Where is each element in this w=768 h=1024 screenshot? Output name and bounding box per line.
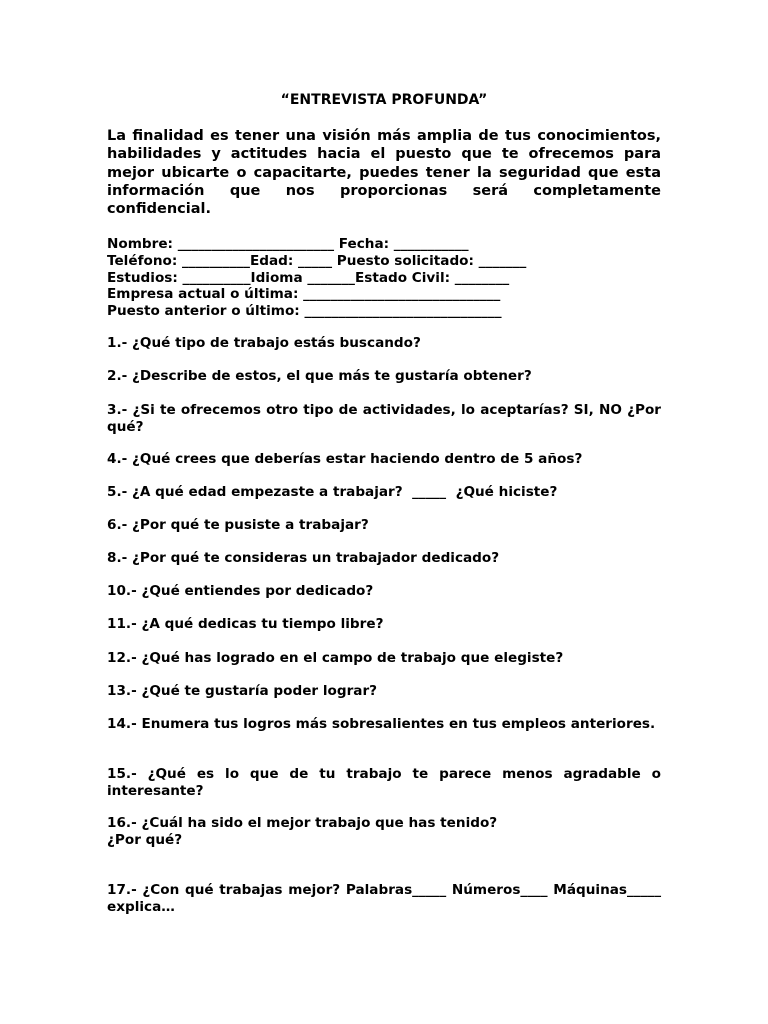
form-line-nombre-fecha: Nombre: _______________________ Fecha: ___________: [107, 236, 469, 252]
document-title: “ENTREVISTA PROFUNDA”: [280, 92, 488, 108]
question-8: 8.- ¿Por qué te consideras un trabajador dedicado?: [107, 550, 500, 566]
form-line-estudios-idioma-estado-civil: Estudios: __________Idioma _______Estado Civil: ________: [107, 269, 510, 286]
question-4: 4.- ¿Qué crees que deberías estar haciendo dentro de 5 años?: [107, 451, 583, 467]
question-13: 13.- ¿Qué te gustaría poder lograr?: [107, 683, 378, 699]
question-15: 15.- ¿Qué es lo que de tu trabajo te parece menos agradable o interesante?: [107, 766, 661, 799]
question-10: 10.- ¿Qué entiendes por dedicado?: [107, 583, 374, 599]
question-3: 3.- ¿Si te ofrecemos otro tipo de actividades, lo aceptarías? SI, NO ¿Por qué?: [107, 402, 661, 435]
question-14: 14.- Enumera tus logros más sobresalientes en tus empleos anteriores.: [107, 716, 656, 732]
personal-data-form: [107, 236, 661, 320]
intro-paragraph: La finalidad es tener una visión más amplia de tus conocimientos, habilidades y actitudes hacia el puesto que te ofrecemos para mejor ubicarte o capacitarte, puedes tener la seguridad que esta información que nos proporcionas será completamente confidencial.: [107, 128, 661, 218]
question-17: 17.- ¿Con qué trabajas mejor? Palabras_____ Números____ Máquinas_____ explica…: [107, 882, 661, 915]
question-2: 2.- ¿Describe de estos, el que más te gustaría obtener?: [107, 368, 532, 384]
question-16-line-2: ¿Por qué?: [107, 831, 183, 848]
question-5: 5.- ¿A qué edad empezaste a trabajar? _____ ¿Qué hiciste?: [107, 484, 558, 500]
question-11: 11.- ¿A qué dedicas tu tiempo libre?: [107, 616, 384, 632]
form-line-telefono-edad-puesto: Teléfono: __________Edad: _____ Puesto solicitado: _______: [107, 252, 527, 269]
form-line-puesto-anterior: Puesto anterior o último: _____________________________: [107, 303, 502, 320]
form-line-empresa-actual: Empresa actual o última: _____________________________: [107, 286, 501, 303]
question-1: 1.- ¿Qué tipo de trabajo estás buscando?: [107, 335, 421, 351]
question-16: [107, 815, 661, 849]
question-12: 12.- ¿Qué has logrado en el campo de trabajo que elegiste?: [107, 650, 564, 666]
question-6: 6.- ¿Por qué te pusiste a trabajar?: [107, 517, 369, 533]
question-16-line-1: 16.- ¿Cuál ha sido el mejor trabajo que has tenido?: [107, 815, 498, 831]
